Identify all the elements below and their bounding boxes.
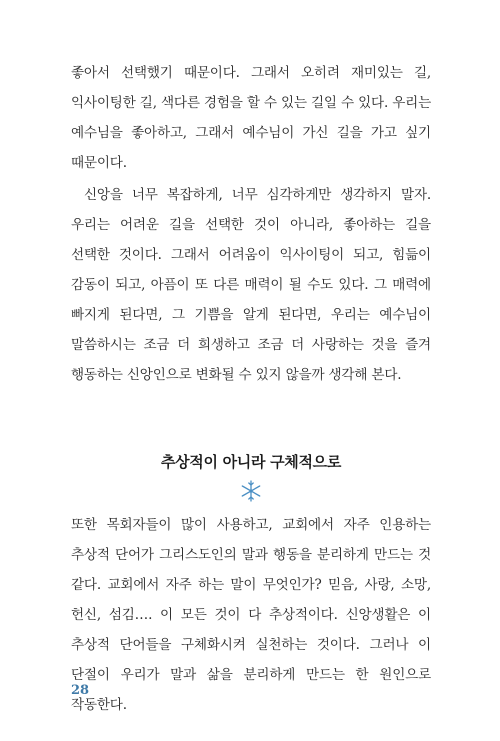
section-heading: 추상적이 아니라 구체적으로 bbox=[160, 453, 342, 471]
page-body bbox=[71, 58, 431, 720]
snowflake-ornament-icon bbox=[240, 480, 262, 502]
paragraph-continued: 좋아서 선택했기 때문이다. 그래서 오히려 재미있는 길, 익사이팅한 길, 색다른 경험을 할 수 있는 길일 수 있다. 우리는 예수님을 좋아하고, 그래서 예수님이 가신 길을 가고 싶기 때문이다. bbox=[71, 65, 431, 171]
page-number: 28 bbox=[71, 683, 90, 698]
paragraph-faith: 신앙을 너무 복잡하게, 너무 심각하게만 생각하지 말자. 우리는 어려운 길을 선택한 것이 아니라, 좋아하는 길을 선택한 것이다. 그래서 어려움이 익사이팅이 되고, 힘듦이 감동이 되고, 아픔이 또 다른 매력이 될 수도 있다. 그 매력에 빠지게 된다면, 그 기쁨을 알게 된다면, 우리는 예수님이 말씀하시는 조금 더 희생하고 조금 더 사랑하는 것을 즐겨 행동하는 신앙인으로 변화될 수 있지 않을까 생각해 본다. bbox=[71, 187, 431, 383]
paragraph-abstract-words: 또한 목회자들이 많이 사용하고, 교회에서 자주 인용하는 추상적 단어가 그리스도인의 말과 행동을 분리하게 만드는 것 같다. 교회에서 자주 하는 말이 무엇인가? 믿음, 사랑, 소망, 헌신, 섬김…. 이 모든 것이 다 추상적이다. 신앙생활은 이 추상적 단어들을 구체화시켜 실천하는 것이다. 그러나 이 단절이 우리가 말과 삶을 분리하게 만드는 한 원인으로 작동한다. bbox=[71, 517, 431, 713]
